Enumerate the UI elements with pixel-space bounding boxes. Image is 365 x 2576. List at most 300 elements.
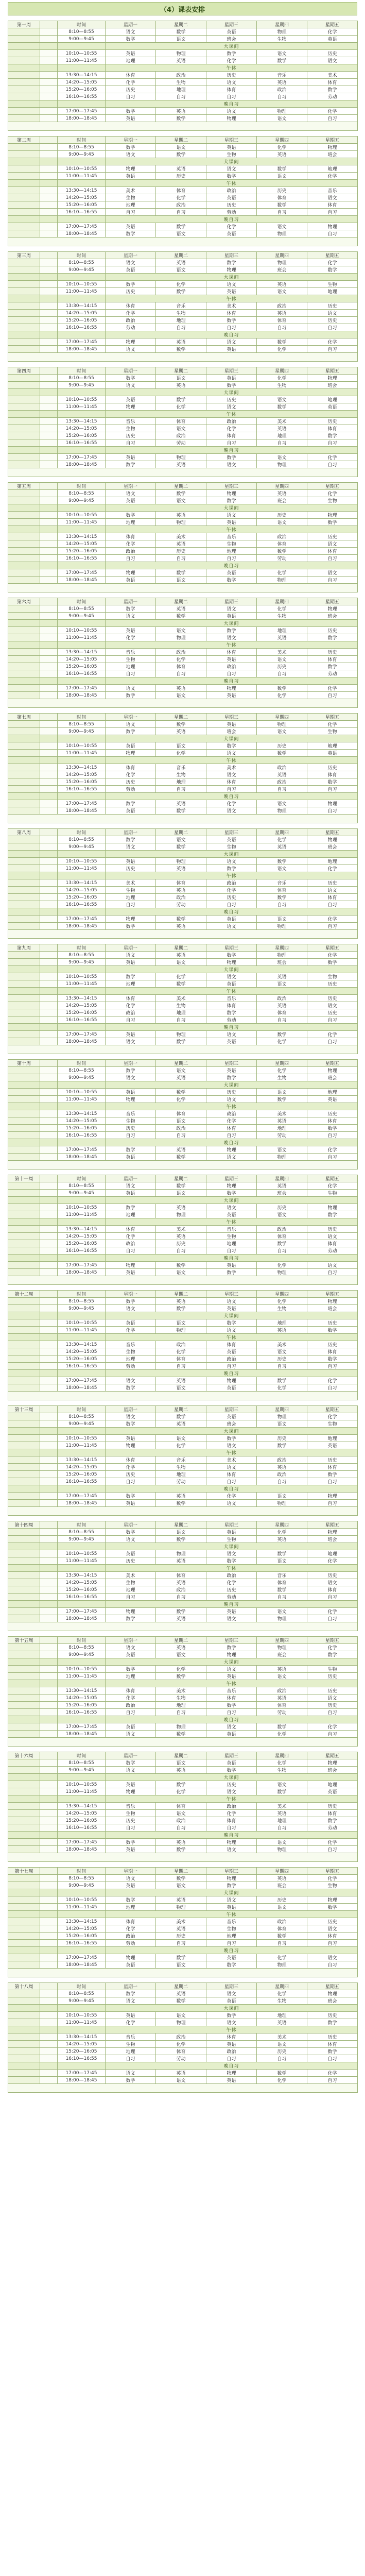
course-cell: 地理 [106, 663, 156, 670]
time-header: 时间 [58, 252, 106, 259]
break-row [8, 1680, 358, 1687]
slot-time: 11:00—11:45 [58, 634, 106, 641]
break-label: 大课间 [106, 735, 358, 742]
slot-name [8, 151, 40, 158]
course-cell: 历史 [206, 396, 257, 403]
break-fill [40, 274, 58, 281]
course-cell: 化学 [257, 1990, 307, 1997]
break-row [8, 2062, 358, 2070]
course-cell: 班会 [257, 497, 307, 504]
slot-marker [40, 2048, 58, 2055]
course-cell: 自习 [307, 115, 358, 122]
course-cell: 自习 [156, 1247, 206, 1255]
slot-marker [40, 1031, 58, 1038]
course-cell: 化学 [307, 1413, 358, 1420]
day-header: 星期二 [156, 1291, 206, 1298]
course-cell: 物理 [257, 1269, 307, 1276]
week-table [8, 598, 358, 708]
table-row [8, 454, 358, 461]
slot-time: 18:00—18:45 [58, 1269, 106, 1276]
course-cell: 物理 [307, 1529, 358, 1536]
course-cell: 体育 [307, 79, 358, 86]
slot-header [40, 1175, 58, 1182]
table-row [8, 1803, 358, 1810]
course-cell: 语文 [206, 807, 257, 815]
course-cell: 语文 [206, 512, 257, 519]
week-note-row [8, 1161, 358, 1170]
week-table [8, 1982, 358, 2093]
course-cell: 英语 [257, 1002, 307, 1009]
course-cell: 自习 [307, 901, 358, 908]
break-fill [58, 295, 106, 302]
course-cell: 自习 [206, 1824, 257, 1832]
break-label: 午休 [106, 180, 358, 187]
break-fill [58, 1774, 106, 1781]
course-cell: 自习 [156, 1363, 206, 1370]
course-cell: 英语 [257, 1810, 307, 1817]
course-cell: 劳动 [307, 93, 358, 100]
week-header-row [8, 1175, 358, 1182]
course-cell: 自习 [307, 1615, 358, 1622]
course-cell: 自习 [206, 1132, 257, 1139]
break-fill [8, 411, 40, 418]
slot-marker [40, 1759, 58, 1767]
course-cell: 英语 [156, 1204, 206, 1211]
course-cell: 英语 [106, 1500, 156, 1507]
slot-marker [40, 2012, 58, 2019]
slot-marker [40, 1240, 58, 1247]
slot-name [8, 1262, 40, 1269]
slot-marker [40, 1702, 58, 1709]
course-cell: 英语 [156, 1377, 206, 1384]
week-label: 第十六周 [8, 1752, 40, 1759]
course-cell: 英语 [106, 266, 156, 274]
week-header-row [8, 1521, 358, 1529]
course-cell: 语文 [257, 1089, 307, 1096]
slot-marker [40, 1615, 58, 1622]
course-cell: 数学 [156, 396, 206, 403]
slot-time: 11:00—11:45 [58, 1673, 106, 1680]
break-fill [40, 1197, 58, 1204]
course-cell: 语文 [106, 1644, 156, 1651]
course-cell: 数学 [307, 1355, 358, 1363]
course-cell: 物理 [307, 144, 358, 151]
week-label: 第三周 [8, 252, 40, 259]
course-cell: 班会 [307, 1997, 358, 2005]
course-cell: 语文 [156, 1319, 206, 1327]
table-row [8, 1298, 358, 1305]
slot-marker [40, 1442, 58, 1449]
slot-time: 17:00—17:45 [58, 1723, 106, 1731]
course-cell: 物理 [257, 807, 307, 815]
table-row [8, 1536, 358, 1543]
slot-time: 16:10—16:55 [58, 324, 106, 331]
week-spacer [0, 362, 365, 367]
course-cell: 数学 [156, 1500, 206, 1507]
break-fill [8, 677, 40, 685]
slot-name [8, 2048, 40, 2055]
course-cell: 语文 [257, 396, 307, 403]
course-cell: 政治 [206, 1572, 257, 1579]
course-cell: 英语 [106, 2012, 156, 2019]
course-cell: 体育 [156, 1110, 206, 1117]
break-label: 晚自习 [106, 331, 358, 338]
slot-name [8, 1319, 40, 1327]
course-cell: 班会 [307, 613, 358, 620]
slot-name [8, 1464, 40, 1471]
week-note [8, 1622, 358, 1631]
slot-time: 14:20—15:05 [58, 310, 106, 317]
week-note [8, 353, 358, 362]
slot-time: 18:00—18:45 [58, 1154, 106, 1161]
day-header: 星期五 [307, 367, 358, 375]
course-cell: 自习 [106, 1709, 156, 1716]
slot-name [8, 1305, 40, 1312]
course-cell: 数学 [106, 1615, 156, 1622]
slot-time: 15:20—16:05 [58, 1471, 106, 1478]
course-cell: 数学 [257, 338, 307, 346]
course-cell: 英语 [307, 1442, 358, 1449]
course-cell: 数学 [307, 1327, 358, 1334]
slot-time: 15:20—16:05 [58, 548, 106, 555]
course-cell: 语文 [206, 858, 257, 865]
course-cell: 生物 [307, 281, 358, 288]
course-cell: 化学 [206, 425, 257, 432]
slot-name [8, 1226, 40, 1233]
course-cell: 英语 [156, 1146, 206, 1154]
table-row [8, 1997, 358, 2005]
day-header: 星期二 [156, 1060, 206, 1067]
slot-name [8, 1096, 40, 1103]
course-cell: 语文 [106, 28, 156, 36]
course-cell: 语文 [206, 605, 257, 613]
course-cell: 自习 [206, 901, 257, 908]
break-fill [8, 274, 40, 281]
slot-name [8, 57, 40, 64]
course-cell: 语文 [156, 2077, 206, 2084]
table-row [8, 346, 358, 353]
course-cell: 英语 [206, 836, 257, 843]
break-fill [8, 1485, 40, 1493]
course-cell: 英语 [156, 1579, 206, 1586]
slot-header [40, 829, 58, 836]
slot-marker [40, 605, 58, 613]
day-header: 星期四 [257, 1752, 307, 1759]
course-cell: 劳动 [307, 1824, 358, 1832]
day-header: 星期一 [106, 1175, 156, 1182]
slot-marker [40, 1154, 58, 1161]
table-row [8, 959, 358, 966]
day-header: 星期五 [307, 1060, 358, 1067]
course-cell: 自习 [106, 1247, 156, 1255]
day-header: 星期五 [307, 829, 358, 836]
table-row [8, 1211, 358, 1218]
course-cell: 英语 [106, 115, 156, 122]
slot-time: 14:20—15:05 [58, 656, 106, 663]
course-cell: 化学 [106, 634, 156, 641]
course-cell: 数学 [156, 613, 206, 620]
week-table [8, 1290, 358, 1400]
slot-marker [40, 786, 58, 793]
course-cell: 物理 [106, 165, 156, 173]
course-cell: 体育 [106, 1226, 156, 1233]
course-cell: 化学 [206, 1810, 257, 1817]
table-row [8, 692, 358, 699]
break-fill [40, 411, 58, 418]
slot-marker [40, 173, 58, 180]
slot-marker [40, 923, 58, 930]
table-row [8, 1002, 358, 1009]
break-fill [8, 988, 40, 995]
course-cell: 语文 [156, 627, 206, 634]
course-cell: 语文 [307, 540, 358, 548]
slot-time: 9:00—9:45 [58, 613, 106, 620]
break-fill [58, 1889, 106, 1896]
slot-marker [40, 887, 58, 894]
table-row [8, 1240, 358, 1247]
day-header: 星期一 [106, 829, 156, 836]
course-cell: 自习 [156, 555, 206, 562]
slot-time: 18:00—18:45 [58, 1500, 106, 1507]
slot-name [8, 187, 40, 194]
slot-time: 14:20—15:05 [58, 540, 106, 548]
slot-marker [40, 1694, 58, 1702]
slot-name [8, 728, 40, 735]
table-row [8, 1233, 358, 1240]
slot-name [8, 577, 40, 584]
slot-time: 18:00—18:45 [58, 923, 106, 930]
course-cell: 自习 [307, 1709, 358, 1716]
week-spacer [0, 1516, 365, 1521]
slot-time: 8:10—8:55 [58, 1067, 106, 1074]
slot-time: 8:10—8:55 [58, 721, 106, 728]
break-fill [8, 447, 40, 454]
slot-name [8, 742, 40, 750]
table-row [8, 108, 358, 115]
course-cell: 英语 [307, 403, 358, 411]
slot-name [8, 1536, 40, 1543]
course-cell: 数学 [106, 108, 156, 115]
slot-time: 16:10—16:55 [58, 555, 106, 562]
course-cell: 化学 [206, 57, 257, 64]
week-table [8, 251, 358, 362]
course-cell: 语文 [106, 346, 156, 353]
course-cell: 音乐 [206, 533, 257, 540]
slot-time: 10:10—10:55 [58, 2012, 106, 2019]
week-spacer [0, 131, 365, 136]
slot-time: 15:20—16:05 [58, 894, 106, 901]
course-cell: 地理 [106, 894, 156, 901]
slot-name [8, 916, 40, 923]
week-note-row [8, 468, 358, 477]
course-cell: 数学 [156, 1089, 206, 1096]
course-cell: 语文 [156, 1961, 206, 1969]
course-cell: 地理 [106, 1586, 156, 1594]
day-header: 星期四 [257, 137, 307, 144]
slot-marker [40, 555, 58, 562]
course-cell: 历史 [307, 1687, 358, 1694]
course-cell: 数学 [307, 1817, 358, 1824]
slot-header [40, 1060, 58, 1067]
slot-time: 18:00—18:45 [58, 115, 106, 122]
slot-name [8, 1759, 40, 1767]
slot-time: 17:00—17:45 [58, 1493, 106, 1500]
slot-marker [40, 916, 58, 923]
course-cell: 化学 [307, 1875, 358, 1882]
break-row [8, 872, 358, 879]
week-label: 第一周 [8, 21, 40, 28]
course-cell: 历史 [307, 2012, 358, 2019]
course-cell: 自习 [257, 209, 307, 216]
course-cell: 语文 [307, 1694, 358, 1702]
slot-time: 15:20—16:05 [58, 2048, 106, 2055]
table-row [8, 187, 358, 194]
course-cell: 地理 [307, 1781, 358, 1788]
slot-time: 17:00—17:45 [58, 223, 106, 230]
course-cell: 历史 [307, 1226, 358, 1233]
course-cell: 地理 [206, 548, 257, 555]
slot-marker [40, 1781, 58, 1788]
course-cell: 数学 [206, 577, 257, 584]
slot-time: 15:20—16:05 [58, 201, 106, 209]
slot-time: 10:10—10:55 [58, 396, 106, 403]
break-row [8, 2005, 358, 2012]
slot-time: 13:30—14:15 [58, 302, 106, 310]
course-cell: 英语 [106, 1190, 156, 1197]
break-label: 晚自习 [106, 1601, 358, 1608]
slot-name [8, 79, 40, 86]
course-cell: 物理 [257, 108, 307, 115]
week-table [8, 1752, 358, 1862]
break-label: 晚自习 [106, 1024, 358, 1031]
slot-name [8, 317, 40, 324]
course-cell: 生物 [156, 771, 206, 778]
course-cell: 物理 [307, 1990, 358, 1997]
course-cell: 语文 [257, 728, 307, 735]
course-cell: 班会 [307, 1074, 358, 1081]
slot-time: 13:30—14:15 [58, 1687, 106, 1694]
slot-marker [40, 187, 58, 194]
slot-time: 16:10—16:55 [58, 670, 106, 677]
break-fill [8, 872, 40, 879]
break-fill [40, 2062, 58, 2070]
break-row [8, 988, 358, 995]
break-fill [58, 1428, 106, 1435]
table-row [8, 1204, 358, 1211]
slot-marker [40, 865, 58, 872]
course-cell: 政治 [206, 663, 257, 670]
course-cell: 政治 [106, 317, 156, 324]
course-cell: 自习 [257, 786, 307, 793]
course-cell: 数学 [206, 1702, 257, 1709]
table-row [8, 79, 358, 86]
course-cell: 政治 [156, 1586, 206, 1594]
slot-name [8, 1204, 40, 1211]
course-cell: 数学 [106, 1529, 156, 1536]
table-row [8, 86, 358, 93]
slot-marker [40, 901, 58, 908]
slot-time: 16:10—16:55 [58, 1478, 106, 1485]
week-note-row [8, 1853, 358, 1862]
course-cell: 物理 [307, 605, 358, 613]
slot-marker [40, 317, 58, 324]
course-cell: 数学 [257, 403, 307, 411]
slot-marker [40, 959, 58, 966]
course-cell: 物理 [156, 1327, 206, 1334]
course-cell: 自习 [307, 1478, 358, 1485]
course-cell: 化学 [106, 1327, 156, 1334]
slot-name [8, 1182, 40, 1190]
slot-name [8, 1788, 40, 1795]
course-cell: 自习 [307, 1594, 358, 1601]
course-cell: 自习 [307, 807, 358, 815]
course-cell: 美术 [206, 764, 257, 771]
slot-marker [40, 1997, 58, 2005]
course-cell: 语文 [307, 569, 358, 577]
slot-name [8, 1298, 40, 1305]
slot-time: 13:30—14:15 [58, 649, 106, 656]
break-fill [8, 1428, 40, 1435]
slot-marker [40, 1817, 58, 1824]
course-cell: 英语 [307, 1096, 358, 1103]
slot-time: 18:00—18:45 [58, 807, 106, 815]
course-cell: 体育 [156, 2048, 206, 2055]
slot-time: 10:10—10:55 [58, 858, 106, 865]
course-cell: 英语 [206, 2041, 257, 2048]
slot-marker [40, 1464, 58, 1471]
course-cell: 数学 [206, 2012, 257, 2019]
day-header: 星期二 [156, 1637, 206, 1644]
course-cell: 化学 [257, 836, 307, 843]
course-cell: 数学 [257, 1550, 307, 1557]
day-header: 星期五 [307, 1521, 358, 1529]
course-cell: 物理 [206, 2070, 257, 2077]
course-cell: 体育 [206, 1002, 257, 1009]
course-cell: 物理 [156, 2019, 206, 2026]
slot-name [8, 786, 40, 793]
break-row [8, 677, 358, 685]
slot-marker [40, 778, 58, 786]
course-cell: 化学 [156, 1788, 206, 1795]
course-cell: 语文 [156, 1529, 206, 1536]
course-cell: 英语 [307, 1788, 358, 1795]
slot-name [8, 901, 40, 908]
slot-time: 11:00—11:45 [58, 1788, 106, 1795]
slot-name [8, 72, 40, 79]
day-header: 星期四 [257, 1983, 307, 1990]
course-cell: 数学 [106, 375, 156, 382]
table-row [8, 144, 358, 151]
table-row [8, 1038, 358, 1045]
break-fill [8, 100, 40, 108]
course-cell: 语文 [206, 1615, 257, 1622]
time-header: 时间 [58, 1291, 106, 1298]
course-cell: 英语 [257, 1694, 307, 1702]
course-cell: 语文 [156, 1435, 206, 1442]
slot-marker [40, 165, 58, 173]
course-cell: 自习 [156, 1594, 206, 1601]
schedule-document [0, 2, 365, 2093]
course-cell: 语文 [257, 1781, 307, 1788]
slot-marker [40, 454, 58, 461]
break-fill [8, 1832, 40, 1839]
slot-name [8, 1110, 40, 1117]
course-cell: 语文 [156, 36, 206, 43]
course-cell: 自习 [307, 923, 358, 930]
course-cell: 语文 [156, 1651, 206, 1658]
slot-time: 15:20—16:05 [58, 86, 106, 93]
slot-name [8, 1608, 40, 1615]
